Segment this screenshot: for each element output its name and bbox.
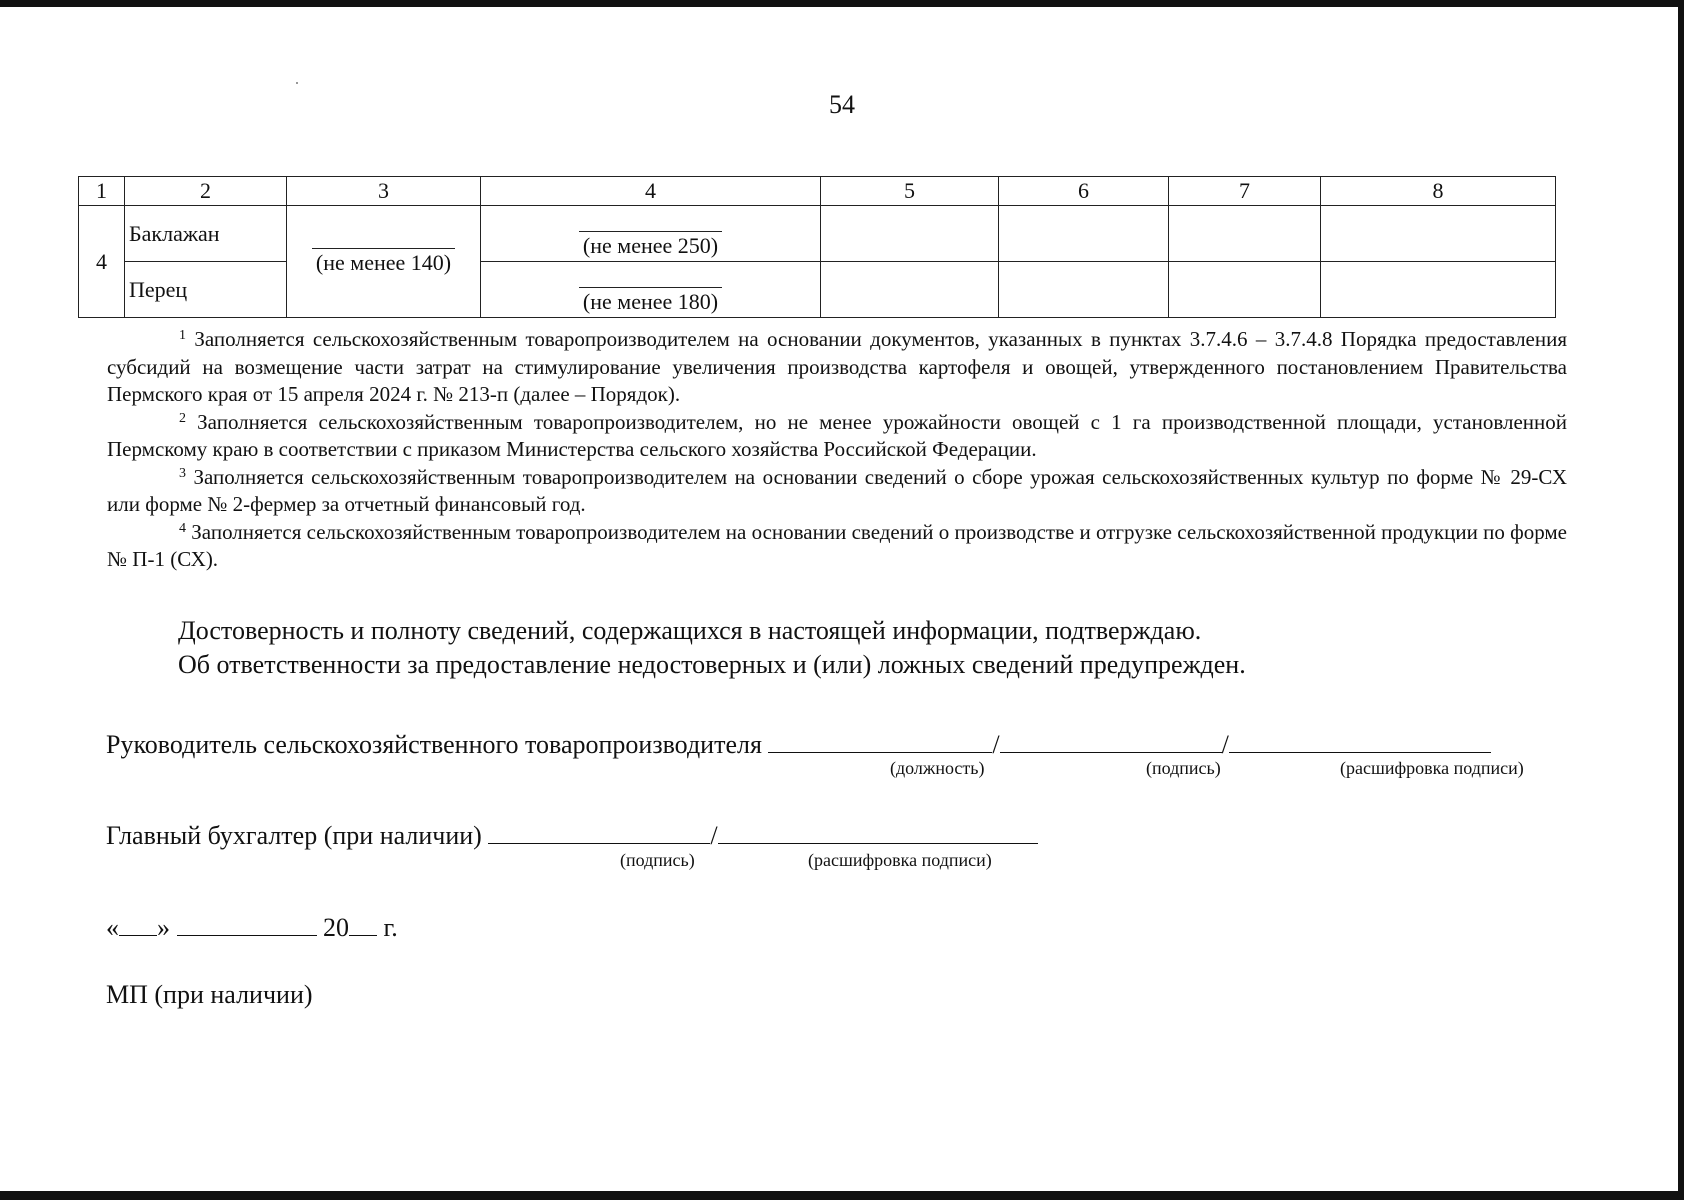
scan-border-top <box>0 0 1684 7</box>
col4-value-pepper <box>481 262 821 318</box>
date-close-quote: » <box>157 913 170 942</box>
footnote-mark: 2 <box>179 410 186 426</box>
column-header: 7 <box>1169 177 1321 206</box>
separator: / <box>992 730 1000 759</box>
caption-signature-decoding: (расшифровка подписи) <box>1340 758 1524 778</box>
crop-yield-table <box>78 176 1556 318</box>
column-header: 6 <box>999 177 1169 206</box>
scan-speck <box>296 82 298 84</box>
empty-cell <box>1321 206 1556 262</box>
empty-cell <box>999 262 1169 318</box>
table-row <box>79 206 1556 262</box>
confirmation-line: Достоверность и полноту сведений, содержащихся в настоящей информации, подтверждаю. <box>178 616 1202 645</box>
row-number: 4 <box>79 206 125 318</box>
caption-accountant-signature: (подпись) <box>620 850 695 870</box>
empty-cell <box>1169 262 1321 318</box>
date-open-quote: « <box>106 913 119 942</box>
empty-cell <box>1169 206 1321 262</box>
caption-accountant-decoding: (расшифровка подписи) <box>808 850 992 870</box>
head-label: Руководитель сельскохозяйственного товаропроизводителя <box>106 730 762 759</box>
scan-border-bottom <box>0 1191 1684 1200</box>
column-header: 4 <box>481 177 821 206</box>
position-blank <box>768 726 992 753</box>
separator: / <box>710 821 718 850</box>
footnotes <box>107 326 1567 574</box>
footnote <box>107 409 1567 464</box>
crop-name-eggplant: Баклажан <box>125 206 287 262</box>
col4-value-eggplant-text: (не менее 250) <box>579 231 722 259</box>
column-header: 5 <box>821 177 999 206</box>
accountant-label: Главный бухгалтер (при наличии) <box>106 821 482 850</box>
footnote <box>107 464 1567 519</box>
accountant-signature-blank <box>488 817 710 844</box>
signature-blank <box>1000 726 1222 753</box>
footnote-mark: 4 <box>179 520 186 536</box>
column-header: 8 <box>1321 177 1556 206</box>
footnote <box>107 519 1567 574</box>
year-blank <box>349 909 377 936</box>
page-number: 54 <box>829 90 855 119</box>
confirmation-line: Об ответственности за предоставление недостоверных и (или) ложных сведений предупрежден. <box>178 650 1246 679</box>
empty-cell <box>821 262 999 318</box>
year-prefix: 20 <box>323 913 349 942</box>
crop-name-pepper: Перец <box>125 262 287 318</box>
column-header: 1 <box>79 177 125 206</box>
footnote-mark: 1 <box>179 328 186 343</box>
col3-value-text: (не менее 140) <box>312 248 455 276</box>
signature-decoding-blank <box>1229 726 1491 753</box>
col4-value-eggplant <box>481 206 821 262</box>
table-header-row <box>79 177 1556 206</box>
footnote-text: Заполняется сельскохозяйственным товаропроизводителем, но не менее урожайности овощей с 1 га производственной площади, установленной Пермскому краю в соответствии с приказом Министерства сельского хозяйства Российской Федерации. <box>107 409 1567 461</box>
footnote-mark: 3 <box>179 465 186 481</box>
head-signature-line <box>106 726 1491 760</box>
col4-value-pepper-text: (не менее 180) <box>579 287 722 315</box>
separator: / <box>1221 730 1229 759</box>
footnote-text: Заполняется сельскохозяйственным товаропроизводителем на основании документов, указанных в пунктах 3.7.4.6 – 3.7.4.8 Порядка предоставления субсидий на возмещение части затрат на стимулирование увеличения производства картофеля и овощей, утвержденного постановлением Правительства Пермского края от 15 апреля 2024 г. № 213-п (далее – Порядок). <box>107 327 1568 406</box>
empty-cell <box>999 206 1169 262</box>
column-header: 2 <box>125 177 287 206</box>
accountant-signature-line <box>106 817 1038 851</box>
accountant-decoding-blank <box>718 817 1038 844</box>
column-header: 3 <box>287 177 481 206</box>
scan-border-right <box>1678 0 1684 1200</box>
year-suffix: г. <box>383 913 398 942</box>
footnote <box>107 326 1567 409</box>
empty-cell <box>1321 262 1556 318</box>
caption-position: (должность) <box>890 758 985 778</box>
footnote-text: Заполняется сельскохозяйственным товаропроизводителем на основании сведений о сборе урожая сельскохозяйственных культур по форме № 29-СХ или форме № 2-фермер за отчетный финансовый год. <box>107 464 1568 516</box>
col3-value <box>287 206 481 318</box>
day-blank <box>119 909 157 936</box>
month-blank <box>177 909 317 936</box>
confirmation-statement <box>178 614 1578 682</box>
empty-cell <box>821 206 999 262</box>
stamp-label: МП (при наличии) <box>106 980 313 1009</box>
caption-signature: (подпись) <box>1146 758 1221 778</box>
footnote-text: Заполняется сельскохозяйственным товаропроизводителем на основании сведений о производстве и отгрузке сельскохозяйственной продукции по форме № П-1 (СХ). <box>107 519 1567 571</box>
date-line <box>106 909 398 943</box>
